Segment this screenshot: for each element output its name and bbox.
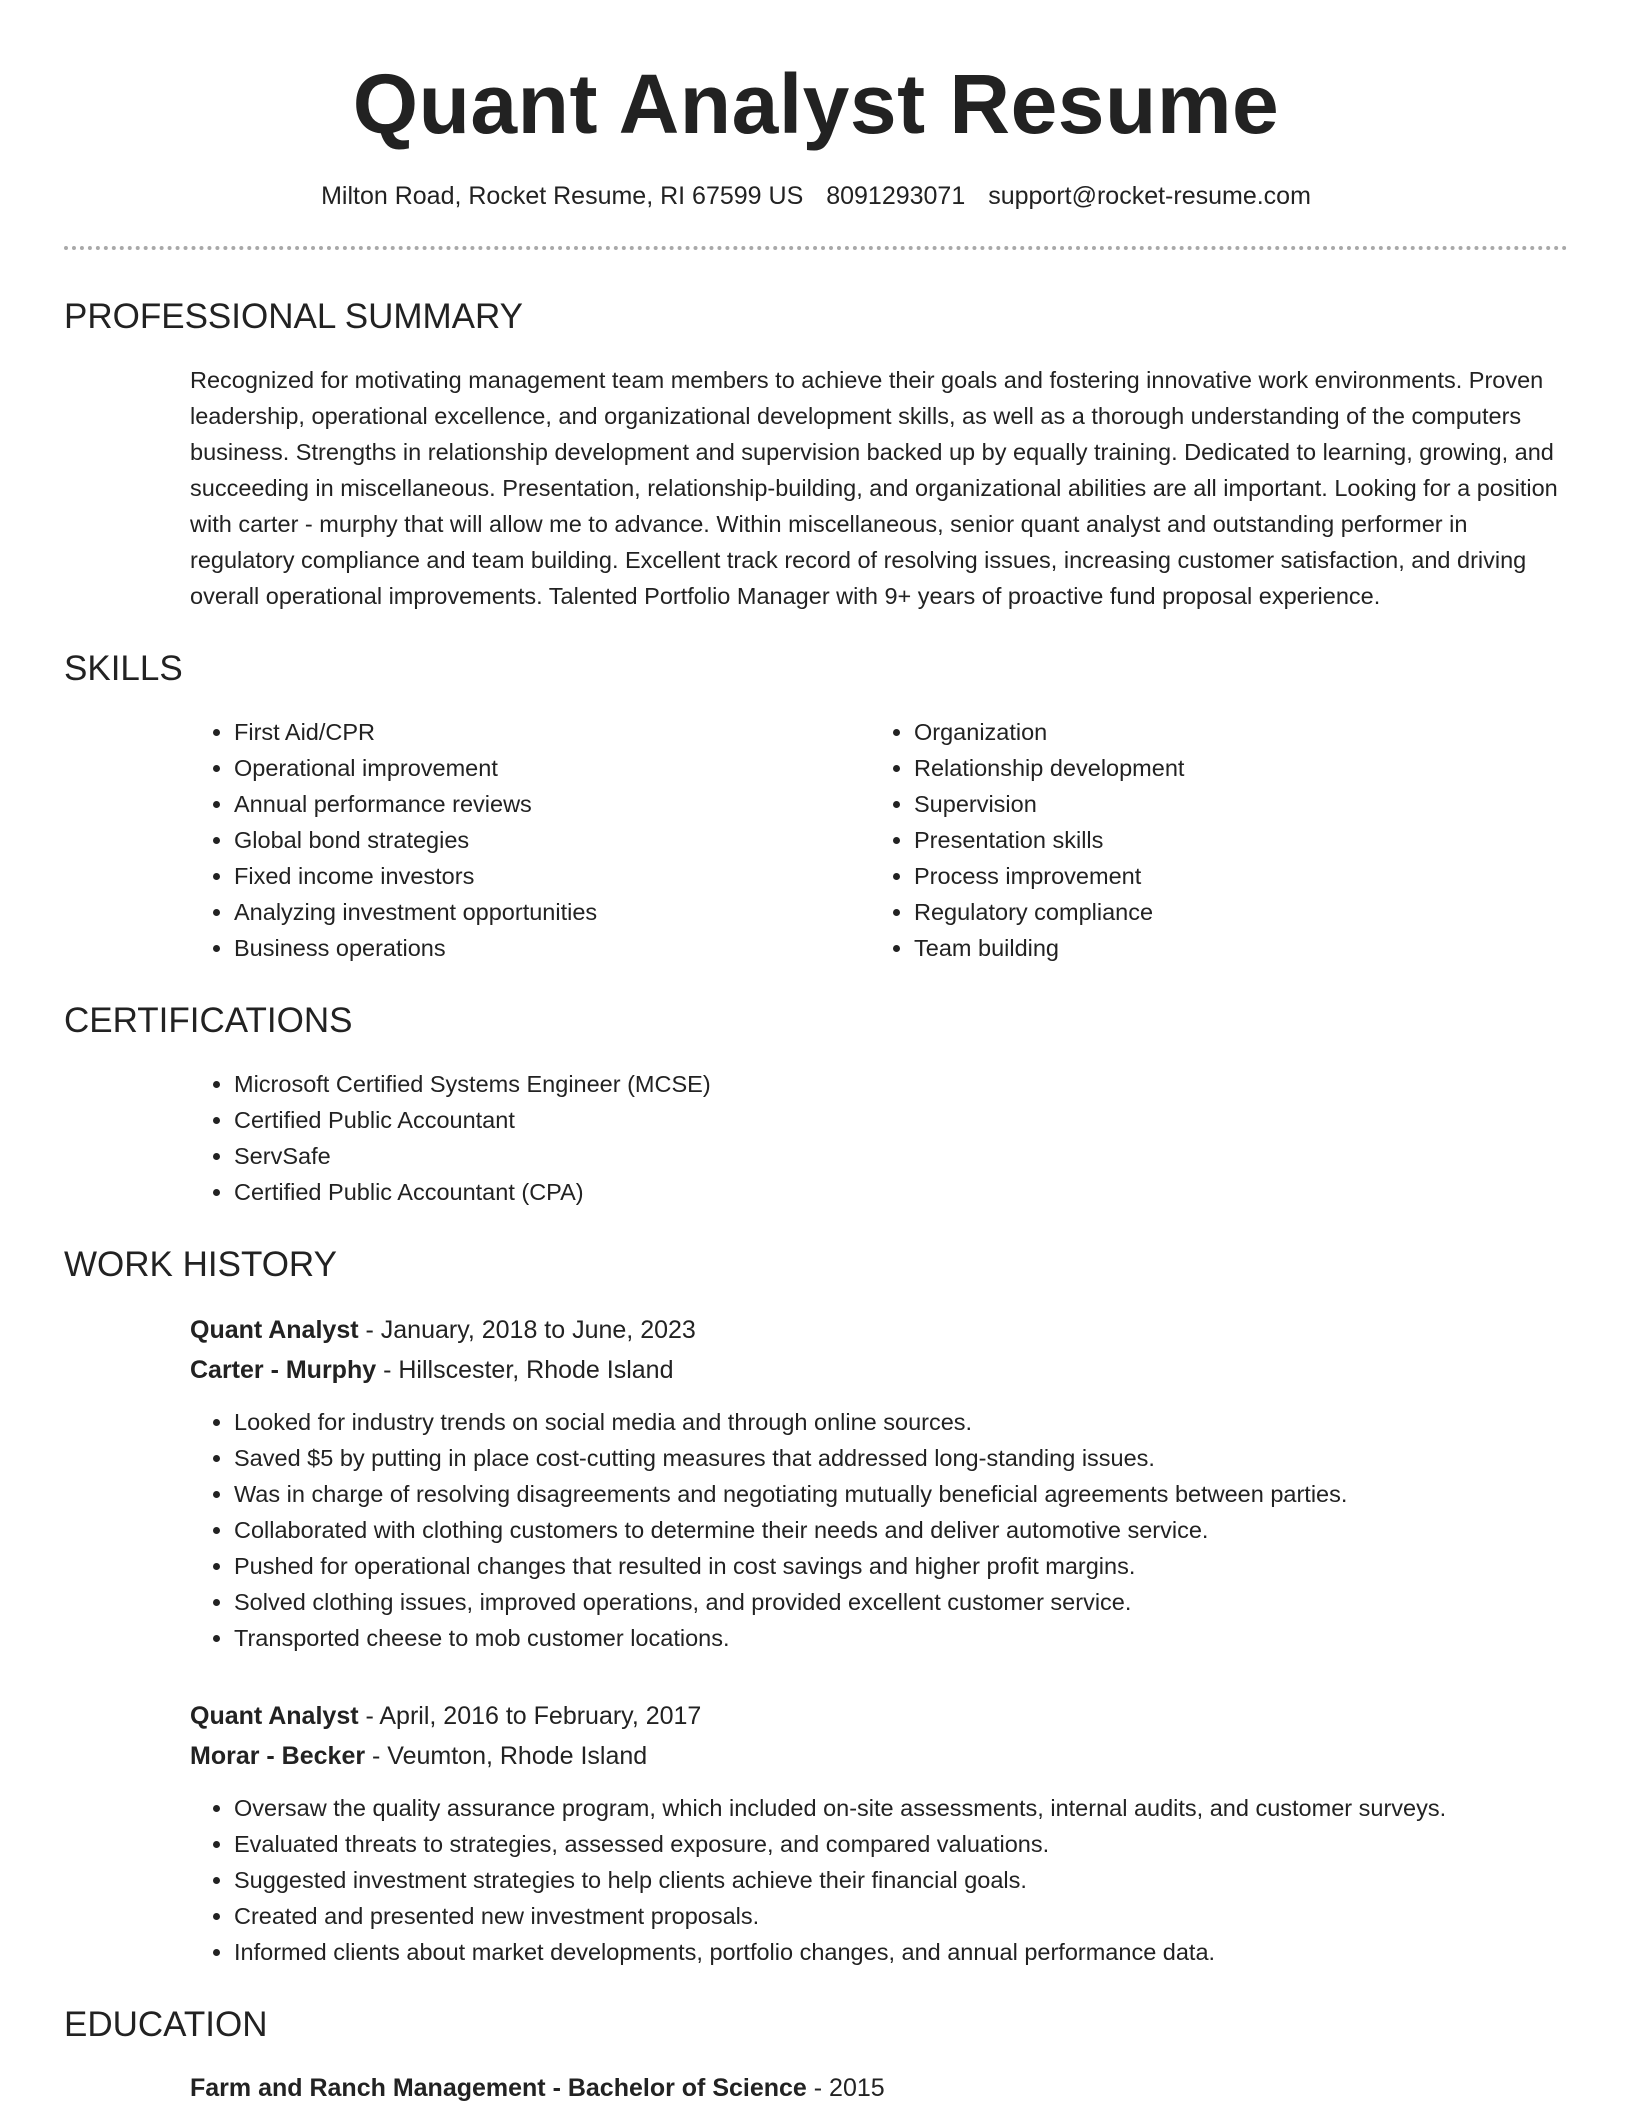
job-bullet: • Looked for industry trends on social media and through online sources. <box>234 1404 1568 1440</box>
certification-item: • Microsoft Certified Systems Engineer (MCSE) <box>234 1066 1568 1102</box>
certification-item: • ServSafe <box>234 1138 1568 1174</box>
skill-item: • Analyzing investment opportunities <box>234 894 870 930</box>
job-company: Morar - Becker <box>190 1742 366 1770</box>
job-bullet: • Informed clients about market developments, portfolio changes, and annual performance data. <box>234 1934 1568 1970</box>
contact-phone: 8091293071 <box>826 182 966 210</box>
contact-email: support@rocket-resume.com <box>988 182 1311 210</box>
education-heading: EDUCATION <box>64 2005 268 2044</box>
certifications-heading: CERTIFICATIONS <box>64 1001 353 1040</box>
resume-title: Quant Analyst Resume <box>352 57 1280 151</box>
skills-heading: SKILLS <box>64 649 183 688</box>
certification-item: • Certified Public Accountant <box>234 1102 1568 1138</box>
header-divider <box>64 246 1568 250</box>
skills-section <box>64 648 1568 966</box>
certifications-list <box>190 1066 1568 1210</box>
job-role: Quant Analyst <box>190 1316 359 1344</box>
work-history-section <box>64 1244 1568 1970</box>
skill-item: • Regulatory compliance <box>914 894 1550 930</box>
job-bullet: • Suggested investment strategies to help clients achieve their financial goals. <box>234 1862 1568 1898</box>
contact-line <box>64 180 1568 212</box>
job-location: - Hillscester, Rhode Island <box>376 1356 674 1384</box>
skill-item: • Business operations <box>234 930 870 966</box>
certification-item: • Certified Public Accountant (CPA) <box>234 1174 1568 1210</box>
job-role: Quant Analyst <box>190 1702 359 1730</box>
skill-item: • Operational improvement <box>234 750 870 786</box>
job-bullet: • Oversaw the quality assurance program, which included on-site assessments, internal audits, and customer surveys. <box>234 1790 1568 1826</box>
skill-item: • Team building <box>914 930 1550 966</box>
certifications-section <box>64 1000 1568 1210</box>
job-dates: - April, 2016 to February, 2017 <box>358 1702 702 1730</box>
skill-item: • First Aid/CPR <box>234 714 870 750</box>
job-company-line <box>190 1736 1568 1776</box>
skill-item: • Presentation skills <box>914 822 1550 858</box>
skill-item: • Fixed income investors <box>234 858 870 894</box>
skill-item: • Supervision <box>914 786 1550 822</box>
job-bullet: • Created and presented new investment proposals. <box>234 1898 1568 1934</box>
summary-section <box>64 296 1568 614</box>
job-entry <box>190 1310 1568 1656</box>
job-bullets <box>190 1404 1568 1656</box>
job-company: Carter - Murphy <box>190 1356 377 1384</box>
skill-item: • Organization <box>914 714 1550 750</box>
job-location: - Veumton, Rhode Island <box>365 1742 648 1770</box>
job-bullet: • Transported cheese to mob customer locations. <box>234 1620 1568 1656</box>
job-title-line <box>190 1310 1568 1350</box>
education-year: - 2015 <box>806 2074 885 2102</box>
job-bullet: • Pushed for operational changes that resulted in cost savings and higher profit margins. <box>234 1548 1568 1584</box>
resume-header <box>64 0 1568 212</box>
skills-grid <box>190 714 1568 966</box>
job-dates: - January, 2018 to June, 2023 <box>358 1316 696 1344</box>
job-bullet: • Saved $5 by putting in place cost-cutting measures that addressed long-standing issues. <box>234 1440 1568 1476</box>
summary-text: Recognized for motivating management team members to achieve their goals and fostering innovative work environments. Proven leadership, operational excellence, and organizational development skills, as well as a thorough understanding of the computers business. Strengths in relationship development and supervision backed up by equally training. Dedicated to learning, growing, and succeeding in miscellaneous. Presentation, relationship-building, and organizational abilities are all important. Looking for a position with carter - murphy that will allow me to advance. Within miscellaneous, senior quant analyst and outstanding performer in regulatory compliance and team building. Excellent track record of resolving issues, increasing customer satisfaction, and driving overall operational improvements. Talented Portfolio Manager with 9+ years of proactive fund proposal experience. <box>190 367 1558 609</box>
job-bullet: • Solved clothing issues, improved operations, and provided excellent customer service. <box>234 1584 1568 1620</box>
contact-address: Milton Road, Rocket Resume, RI 67599 US <box>321 182 804 210</box>
skill-item: • Relationship development <box>914 750 1550 786</box>
job-bullets <box>190 1790 1568 1970</box>
skill-item: • Process improvement <box>914 858 1550 894</box>
work-history-heading: WORK HISTORY <box>64 1245 337 1284</box>
summary-heading: PROFESSIONAL SUMMARY <box>64 297 523 336</box>
job-bullet: • Collaborated with clothing customers to determine their needs and deliver automotive service. <box>234 1512 1568 1548</box>
job-company-line <box>190 1350 1568 1390</box>
skills-column-right <box>870 714 1550 966</box>
education-section <box>64 2004 1568 2108</box>
job-title-line <box>190 1696 1568 1736</box>
education-entry <box>190 2068 1568 2108</box>
skill-item: • Annual performance reviews <box>234 786 870 822</box>
job-bullet: • Was in charge of resolving disagreements and negotiating mutually beneficial agreements between parties. <box>234 1476 1568 1512</box>
skills-column-left <box>190 714 870 966</box>
job-bullet: • Evaluated threats to strategies, assessed exposure, and compared valuations. <box>234 1826 1568 1862</box>
job-entry <box>190 1696 1568 1970</box>
education-degree: Farm and Ranch Management - Bachelor of Science <box>190 2074 807 2102</box>
skill-item: • Global bond strategies <box>234 822 870 858</box>
